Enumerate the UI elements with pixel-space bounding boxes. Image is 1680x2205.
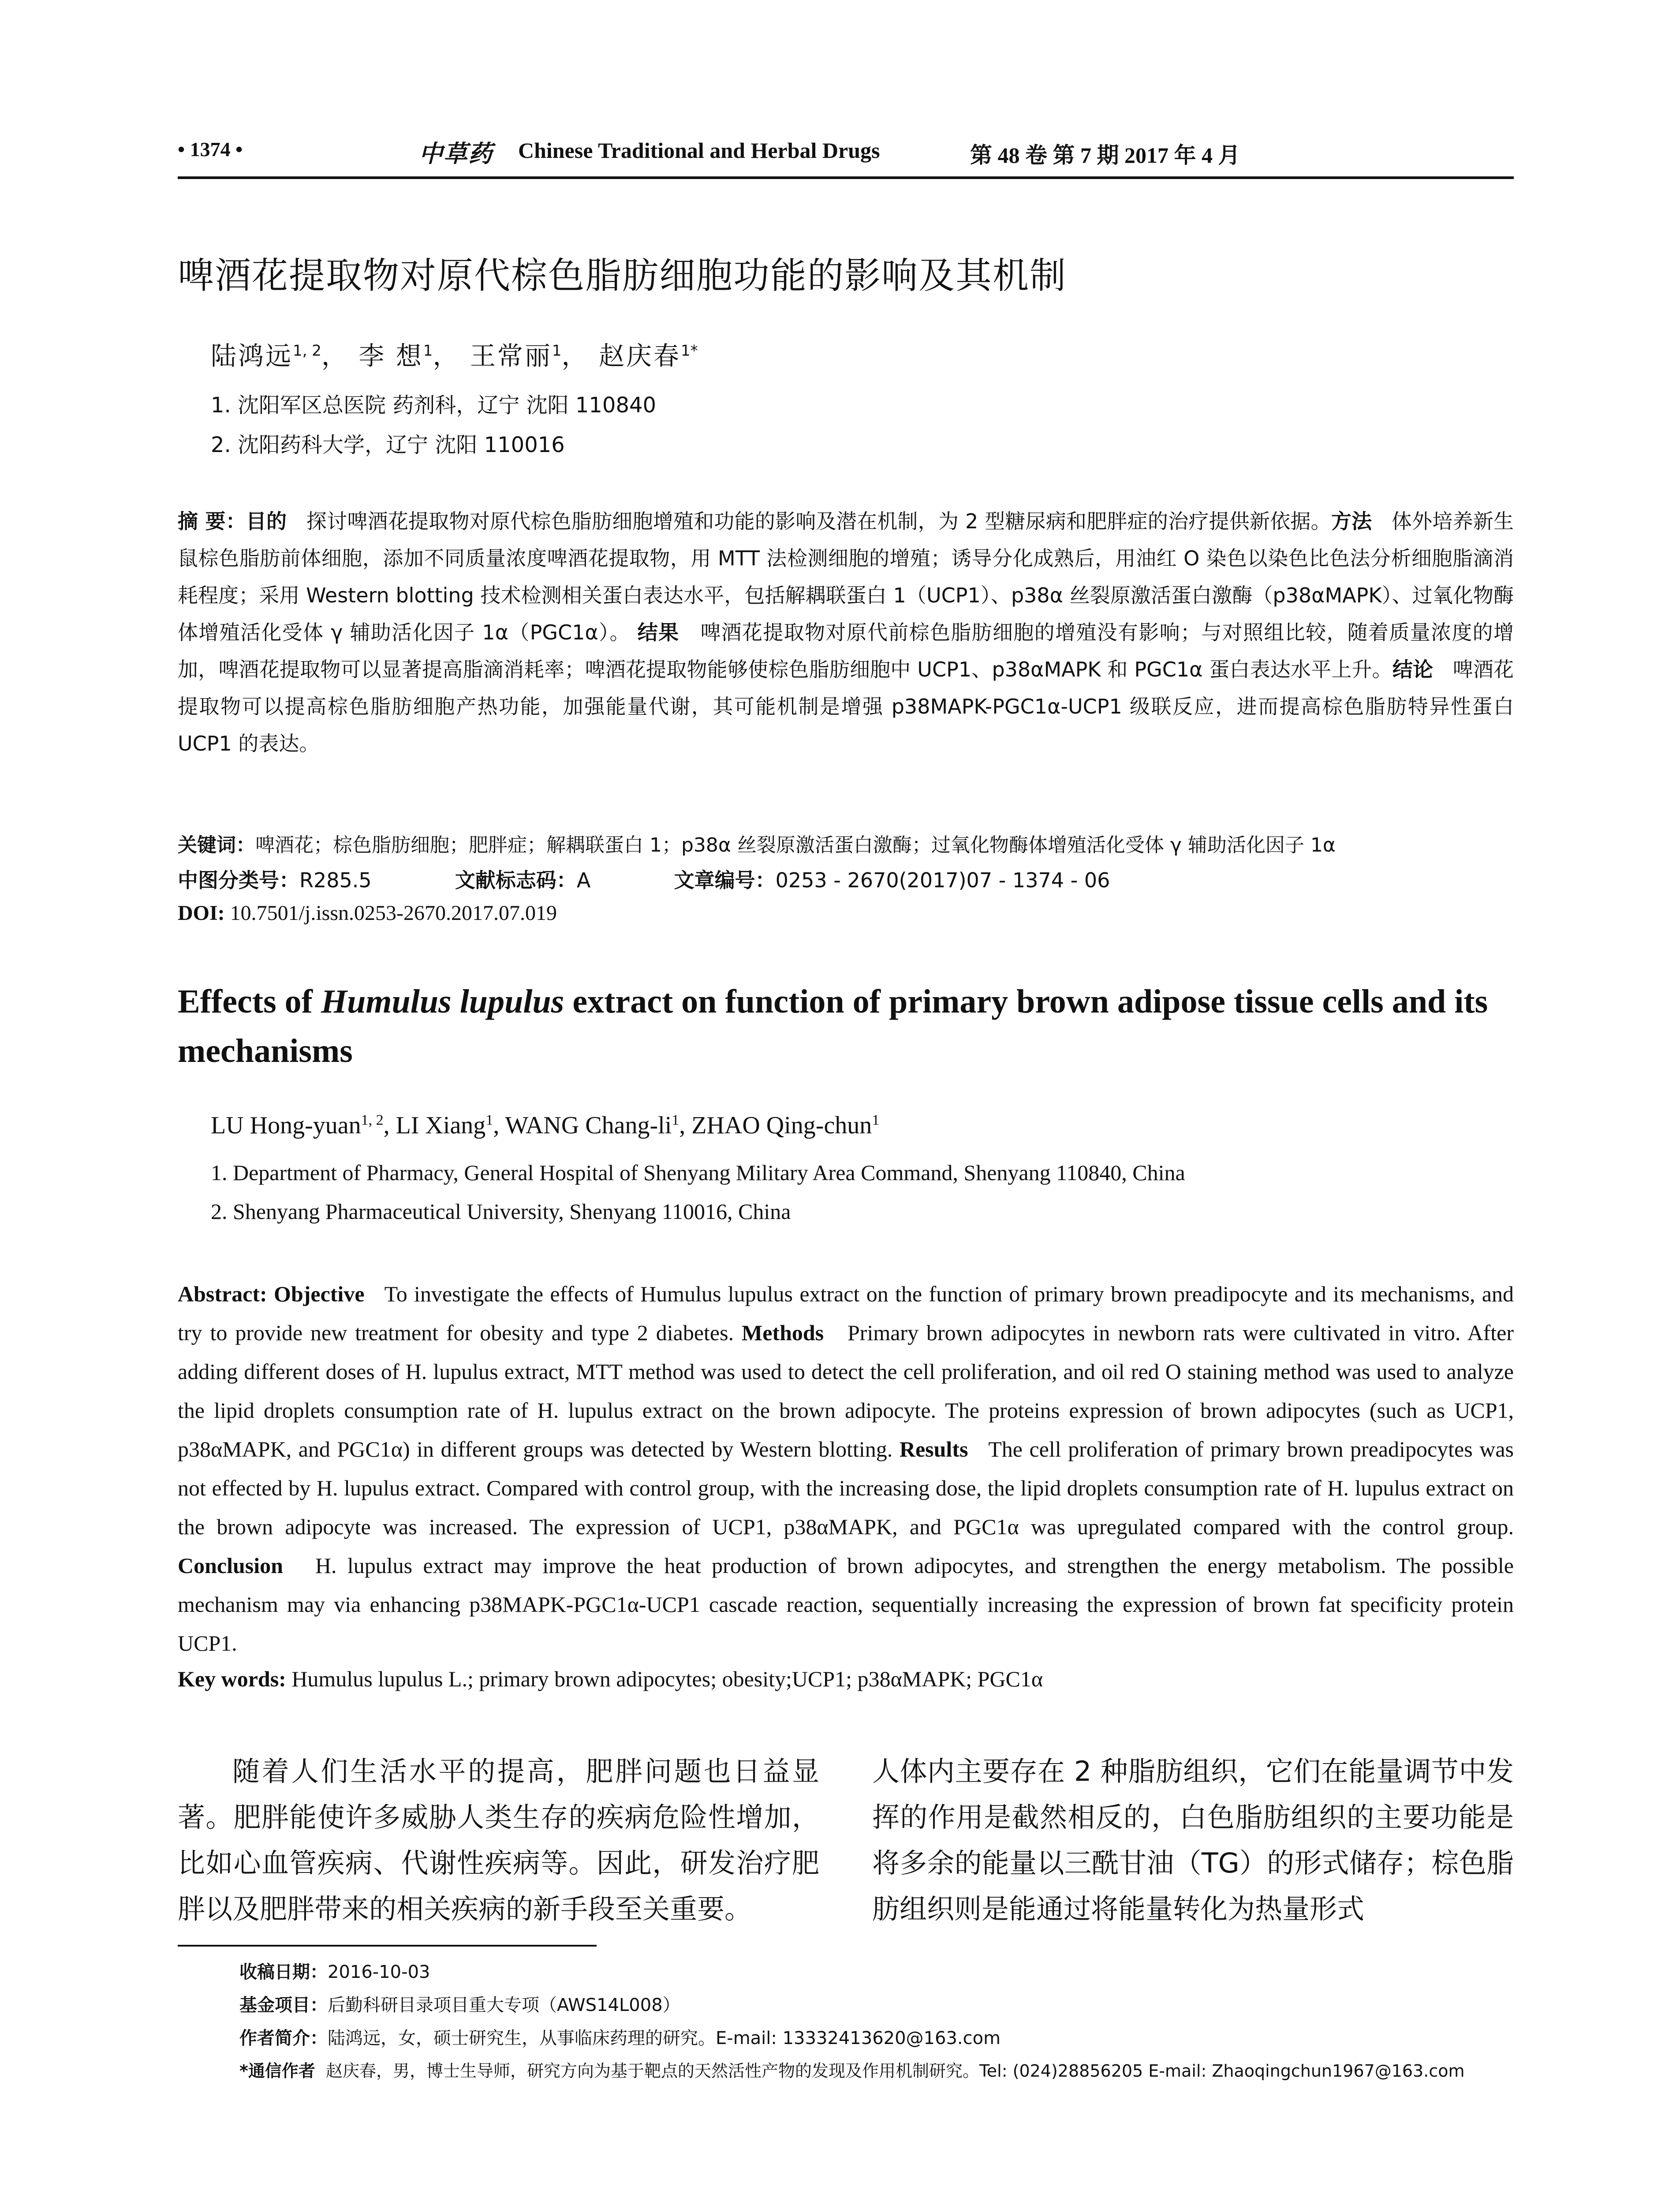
cn-objective-label: 目的 bbox=[246, 509, 287, 533]
journal-name: Chinese Traditional and Herbal Drugs bbox=[518, 138, 880, 163]
cn-methods-label: 方法 bbox=[1331, 509, 1372, 533]
en-title bbox=[178, 977, 1514, 1076]
cn-author-sup: 1 bbox=[552, 342, 562, 360]
footnote-corresponding bbox=[239, 2057, 1464, 2082]
cn-conclusion: 啤酒花提取物可以提高棕色脂肪细胞产热功能，加强能量代谢，其可能机制是增强 p38MAPK-PGC1α-UCP1 级联反应，进而提高棕色脂肪特异性蛋白 UCP1 的表达。 bbox=[178, 658, 1514, 755]
footnote-text: 赵庆春，男，博士生导师，研究方向为基于靶点的天然活性产物的发现及作用机制研究。Tel: (024)28856205 E-mail: Zhaoqingchun1967@163.com bbox=[326, 2061, 1465, 2081]
class-value: R285.5 bbox=[299, 868, 372, 892]
article-value: 0253 - 2670(2017)07 - 1374 - 06 bbox=[775, 868, 1110, 892]
cn-author: 王常丽 bbox=[470, 341, 552, 371]
en-keywords-text: Humulus lupulus L.; primary brown adipocytes; obesity;UCP1; p38αMAPK; PGC1α bbox=[291, 1667, 1043, 1691]
cn-keywords-text: 啤酒花；棕色脂肪细胞；肥胖症；解耦联蛋白 1；p38α 丝裂原激活蛋白激酶；过氧化物酶体增殖活化受体 γ 辅助活化因子 1α bbox=[255, 834, 1336, 856]
en-results: The cell proliferation of primary brown preadipocytes was not effected by H. lupulus extract. Compared with control group, with the increasing dose, the lipid droplets consumption rate of H. lupulus extract on the brown adipocyte was increased. The expression of UCP1, p38αMAPK, and PGC1α was upregulated compared with the control group. bbox=[178, 1437, 1514, 1539]
class-label: 中图分类号： bbox=[178, 868, 299, 892]
en-authors: LU Hong-yuan$^{1, 2}$, LI Xiang$^1$, WANG Chang-$li^1$, ZHAO Qing-chun$^1$ bbox=[211, 1112, 880, 1139]
cn-results-label: 结果 bbox=[637, 620, 679, 644]
footnote-text: 2016-10-03 bbox=[328, 1962, 430, 1982]
cn-author: 赵庆春 bbox=[598, 341, 681, 371]
cn-author-sup: 1 bbox=[423, 342, 433, 360]
cn-keywords bbox=[178, 827, 1514, 864]
cn-author-sup: 1, 2 bbox=[293, 342, 321, 360]
en-conclusion: H. lupulus extract may improve the heat production of brown adipocytes, and strengthen the energy metabolism. The possible mechanism may via enhancing p38MAPK-PGC1α-UCP1 cascade reaction, sequentially increasing the expression of brown fat specificity protein UCP1. bbox=[178, 1553, 1514, 1656]
en-author-sup: 1 bbox=[872, 1112, 880, 1129]
footnote-label: 收稿日期： bbox=[239, 1962, 328, 1982]
journal-issue: 第 48 卷 第 7 期 2017 年 4 月 bbox=[970, 143, 1240, 168]
en-objective: To investigate the effects of Humulus lupulus extract on the function of primary brown preadipocyte and its mechanisms, and try to provide new treatment for obesity and type 2 diabetes. bbox=[178, 1282, 1514, 1345]
footnote-text: 后勤科研目录项目重大专项（AWS14L008） bbox=[328, 1995, 680, 2015]
cn-objective: 探讨啤酒花提取物对原代棕色脂肪细胞增殖和功能的影响及潜在机制，为 2 型糖尿病和肥胖症的治疗提供新依据。 bbox=[306, 509, 1331, 533]
footnote-funding bbox=[239, 1991, 680, 2016]
en-keywords-label: Key words: bbox=[178, 1667, 286, 1691]
en-results-label: Results bbox=[899, 1437, 968, 1461]
footnote-label: *通信作者 bbox=[239, 2061, 315, 2081]
en-author: WANG Chang-li bbox=[505, 1112, 672, 1139]
en-methods: Primary brown adipocytes in newborn rats were cultivated in vitro. After adding different doses of H. lupulus extract, MTT method was used to detect the cell proliferation, and oil red O staining method was used to analyze the lipid droplets consumption rate of H. lupulus extract on the brown adipocyte. The proteins expression of brown adipocytes (such as UCP1, p38αMAPK, and PGC1α) in different groups was detected by Western blotting. bbox=[178, 1320, 1514, 1461]
article-label: 文章编号： bbox=[674, 868, 776, 892]
en-conclusion-label: Conclusion bbox=[178, 1553, 283, 1578]
cn-affiliation: 1. 沈阳军区总医院 药剂科，辽宁 沈阳 110840 bbox=[211, 393, 657, 418]
cn-affiliation: 2. 沈阳药科大学，辽宁 沈阳 110016 bbox=[211, 433, 565, 457]
cn-title: 啤酒花提取物对原代棕色脂肪细胞功能的影响及其机制 bbox=[178, 255, 1067, 297]
footnote-text: 陆鸿远，女，硕士研究生，从事临床药理的研究。E-mail: 13332413620@163.com bbox=[328, 2028, 1001, 2048]
en-affiliation: 1. Department of Pharmacy, General Hospital of Shenyang Military Area Command, Shenyang 110840, China bbox=[211, 1160, 1185, 1185]
en-title-italic: Humulus lupulus bbox=[321, 983, 564, 1020]
cn-keywords-label: 关键词： bbox=[178, 834, 255, 856]
footnote-received bbox=[239, 1958, 430, 1983]
footnote-author bbox=[239, 2024, 1001, 2049]
en-title-pre: Effects of bbox=[178, 983, 321, 1020]
footnote-label: 基金项目： bbox=[239, 1995, 328, 2015]
en-keywords bbox=[178, 1666, 1043, 1692]
cn-abstract-label: 摘 要： bbox=[178, 509, 246, 533]
footnote-rule bbox=[178, 1945, 597, 1947]
en-author-sup: 1, 2 bbox=[361, 1112, 384, 1129]
en-affiliation: 2. Shenyang Pharmaceutical University, Shenyang 110016, China bbox=[211, 1199, 791, 1224]
cn-author: 李 想 bbox=[358, 341, 423, 371]
cn-methods: 体外培养新生鼠棕色脂肪前体细胞，添加不同质量浓度啤酒花提取物，用 MTT 法检测细胞的增殖；诱导分化成熟后，用油红 O 染色以染色比色法分析细胞脂滴消耗程度；采用 Western blotting 技术检测相关蛋白表达水平，包括解耦联蛋白 1（UCP1）、p38α 丝裂原激活蛋白激酶（p38αMAPK）、过氧化物酶体增殖活化受体 γ 辅助活化因子 1α（PGC1α）。 bbox=[178, 509, 1514, 644]
cn-author: 陆鸿远 bbox=[211, 341, 293, 371]
doi bbox=[178, 901, 557, 925]
doc-label: 文献标志码： bbox=[455, 868, 577, 892]
header-rule bbox=[178, 176, 1514, 179]
en-author-sup: 1 bbox=[485, 1112, 493, 1129]
en-title-post: extract on function of primary brown adipose tissue cells and its mechanisms bbox=[178, 983, 1488, 1069]
en-methods-label: Methods bbox=[742, 1320, 824, 1345]
en-author: ZHAO Qing-chun bbox=[691, 1112, 872, 1139]
footnote-label: 作者简介： bbox=[239, 2028, 328, 2048]
en-abstract bbox=[178, 1274, 1514, 1663]
cn-results: 啤酒花提取物对原代前棕色脂肪细胞的增殖没有影响；与对照组比较，随着质量浓度的增加，啤酒花提取物可以显著提高脂滴消耗率；啤酒花提取物能够使棕色脂肪细胞中 UCP1、p38αMAPK 和 PGC1α 蛋白表达水平上升。 bbox=[178, 620, 1514, 681]
en-author: LI Xiang bbox=[396, 1112, 486, 1139]
cn-classification bbox=[178, 864, 1110, 893]
cn-author-sup: 1* bbox=[680, 342, 698, 360]
body-column-right: 人体内主要存在 2 种脂肪组织，它们在能量调节中发挥的作用是截然相反的，白色脂肪组织的主要功能是将多余的能量以三酰甘油（TG）的形式储存；棕色脂肪组织则是能通过将能量转化为热量形式 bbox=[872, 1755, 1514, 1925]
en-author-sup: 1 bbox=[672, 1112, 679, 1129]
page-number: • 1374 • bbox=[178, 138, 243, 161]
cn-authors: 陆鸿远$^{1, 2}$， 李 想$^1$， 王常丽$^1$， 赵庆春$^{1*}$ bbox=[211, 341, 698, 371]
journal-logo: 中草药 bbox=[419, 141, 493, 167]
doi-value: 10.7501/j.issn.0253-2670.2017.07.019 bbox=[230, 901, 557, 925]
doi-label: DOI: bbox=[178, 901, 225, 925]
cn-abstract bbox=[178, 503, 1514, 762]
en-abstract-label: Abstract: Objective bbox=[178, 1282, 365, 1306]
en-author: LU Hong-yuan bbox=[211, 1112, 361, 1139]
doc-value: A bbox=[576, 868, 591, 892]
cn-conclusion-label: 结论 bbox=[1392, 658, 1434, 681]
body-column-left: 随着人们生活水平的提高，肥胖问题也日益显著。肥胖能使许多威胁人类生存的疾病危险性增加，比如心血管疾病、代谢性疾病等。因此，研发治疗肥胖以及肥胖带来的相关疾病的新手段至关重要。 bbox=[178, 1755, 819, 1925]
